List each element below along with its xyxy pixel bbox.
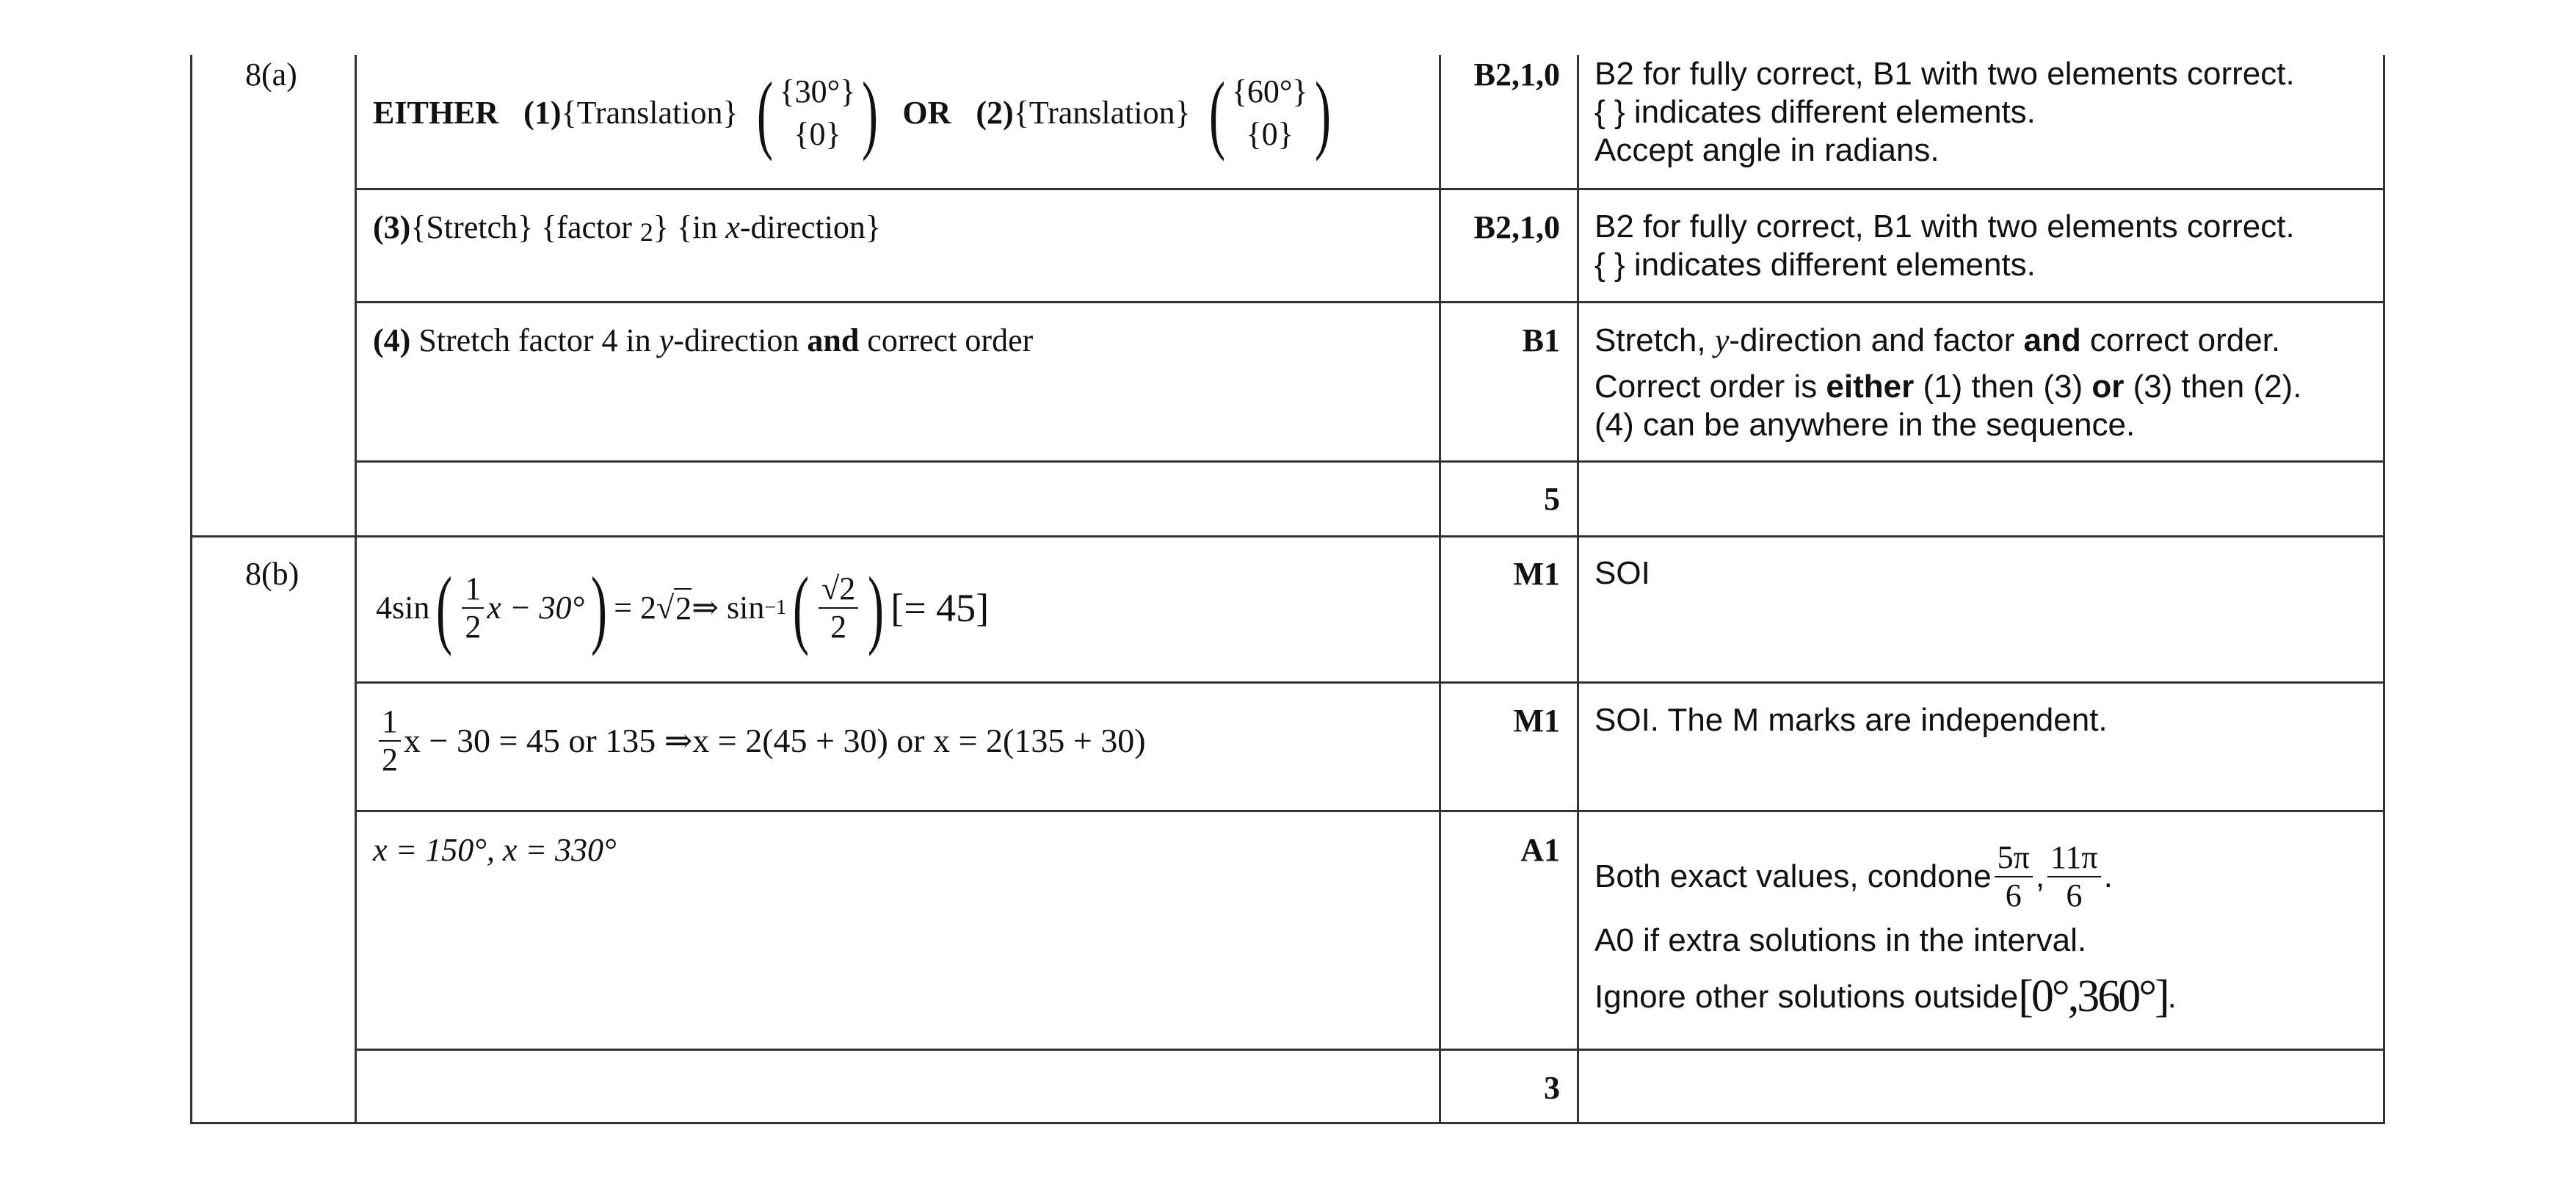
vector-top: {30°} [779, 73, 856, 109]
right-paren: ) [591, 559, 608, 656]
sqrt-value: 2 [674, 588, 692, 628]
table-border-bottom [190, 1122, 2385, 1124]
guidance-note [1594, 369, 2301, 405]
fraction-5pi-6 [1995, 839, 2033, 914]
total-marks: 3 [1544, 1070, 1560, 1106]
note-text-bold: or [2091, 369, 2125, 405]
answer-text: correct order [859, 322, 1034, 358]
denominator: 2 [830, 609, 847, 645]
vector-top: {60°} [1231, 73, 1308, 109]
table-border-marks [1439, 55, 1441, 1124]
stretch-text: -direction} [739, 209, 882, 245]
table-border-question [355, 55, 357, 1124]
right-paren: ) [862, 64, 879, 162]
final-answer: x = 150°, x = 330° [373, 832, 617, 868]
question-label: 8(b) [245, 556, 300, 592]
guidance-note: Accept angle in radians. [1594, 132, 1940, 168]
fraction-half [379, 703, 401, 778]
guidance-note [1594, 322, 2280, 359]
table-border-notes [1577, 55, 1579, 1124]
answer-8a-translation [373, 62, 1338, 164]
answer-text-bold: and [807, 322, 860, 358]
marks: B2,1,0 [1473, 209, 1560, 245]
period: . [2167, 978, 2177, 1015]
translation-text: {Translation} [561, 95, 739, 131]
question-divider [190, 535, 2385, 537]
inner-expression: x − 30° [487, 590, 585, 626]
guidance-note: (4) can be anywhere in the sequence. [1594, 407, 2136, 443]
denominator: 2 [382, 742, 398, 778]
answer-text: Stretch factor 4 in [410, 322, 659, 358]
result-bracket: [= 45] [890, 586, 990, 630]
guidance-note: B2 for fully correct, B1 with two elements correct. [1594, 209, 2295, 245]
implies-sin: ⇒ sin [692, 590, 765, 626]
note-text: Correct order is [1594, 369, 1826, 405]
guidance-note: SOI. The M marks are independent. [1594, 702, 2108, 738]
note-text-bold: either [1826, 369, 1915, 405]
row-divider [355, 810, 2385, 812]
marks: M1 [1513, 703, 1560, 739]
table-border-left [190, 55, 192, 1124]
answer-text: -direction [673, 322, 808, 358]
guidance-note [1594, 971, 2177, 1023]
item-number: (4) [373, 322, 411, 358]
numerator: 11π [2047, 839, 2101, 877]
stretch-factor: 2 [639, 217, 653, 247]
numerator: 1 [462, 571, 484, 609]
row-divider [355, 301, 2385, 303]
row-divider [355, 1049, 2385, 1051]
marks: A1 [1520, 832, 1560, 868]
right-paren: ) [1314, 64, 1331, 162]
left-paren: ( [436, 559, 453, 656]
translation-text: {Translation} [1013, 95, 1191, 131]
row-divider [355, 188, 2385, 190]
variable-y: y [1714, 322, 1730, 358]
note-text: correct order. [2080, 322, 2281, 358]
row-divider [355, 460, 2385, 463]
numerator: √2 [819, 571, 858, 609]
left-paren: ( [1208, 64, 1225, 162]
stretch-text: {Stretch} {factor [410, 209, 640, 245]
note-text: Stretch, [1594, 322, 1715, 358]
left-paren: ( [756, 64, 773, 162]
item-number: (1) [523, 95, 562, 131]
interval: [0°,360°] [2018, 971, 2168, 1021]
fraction-half [462, 571, 484, 645]
vector-bottom: {0} [1246, 116, 1294, 152]
guidance-note [1594, 833, 2113, 921]
row-divider [355, 681, 2385, 684]
total-marks: 5 [1544, 481, 1560, 517]
answer-8b-equation [376, 557, 989, 659]
note-text: Ignore other solutions outside [1594, 978, 2019, 1015]
variable-y: y [658, 322, 674, 358]
numerator: 5π [1995, 839, 2033, 877]
note-text: (3) then (2). [2124, 369, 2302, 405]
answer-8a-order [373, 322, 1033, 360]
separator: , [2035, 858, 2045, 894]
item-number: (2) [976, 95, 1014, 131]
note-text: (1) then (3) [1914, 369, 2092, 405]
translation-vector-1 [780, 70, 856, 156]
sqrt-symbol: √ [656, 590, 675, 626]
table-border-right [2383, 55, 2385, 1124]
variable-x: x [725, 209, 740, 245]
note-text: -direction and factor [1729, 322, 2024, 358]
guidance-note: { } indicates different elements. [1594, 94, 2036, 130]
note-text: Both exact values, condone [1594, 858, 1992, 894]
fraction-root2-over-2 [819, 571, 858, 645]
sin-expression: 4sin [376, 590, 430, 626]
denominator: 6 [2066, 877, 2083, 913]
or-label: OR [902, 95, 951, 131]
equals-part: = 2 [614, 590, 656, 626]
denominator: 6 [2005, 877, 2022, 913]
marks: B1 [1522, 322, 1560, 358]
translation-vector-2 [1232, 70, 1308, 156]
question-label: 8(a) [245, 57, 297, 93]
stretch-text: } {in [653, 209, 726, 245]
period: . [2103, 858, 2113, 894]
guidance-note: A0 if extra solutions in the interval. [1594, 922, 2087, 958]
left-paren: ( [793, 559, 810, 656]
marks: B2,1,0 [1473, 57, 1560, 93]
guidance-note: { } indicates different elements. [1594, 247, 2036, 283]
guidance-note: B2 for fully correct, B1 with two elements correct. [1594, 56, 2295, 92]
denominator: 2 [465, 609, 482, 645]
numerator: 1 [379, 703, 401, 742]
answer-8b-solve [376, 703, 1146, 778]
answer-8a-stretch [373, 209, 881, 251]
either-label: EITHER [373, 95, 499, 131]
vector-bottom: {0} [794, 116, 841, 152]
marks: M1 [1513, 556, 1560, 592]
solve-expression: x − 30 = 45 or 135 ⇒x = 2(45 + 30) or x = 2(135 + 30) [404, 722, 1146, 759]
note-text-bold: and [2023, 322, 2081, 358]
guidance-note: SOI [1594, 555, 1650, 591]
fraction-11pi-6 [2047, 839, 2101, 914]
item-number: (3) [373, 209, 411, 245]
inverse-superscript: −1 [764, 596, 787, 619]
right-paren: ) [868, 559, 885, 656]
